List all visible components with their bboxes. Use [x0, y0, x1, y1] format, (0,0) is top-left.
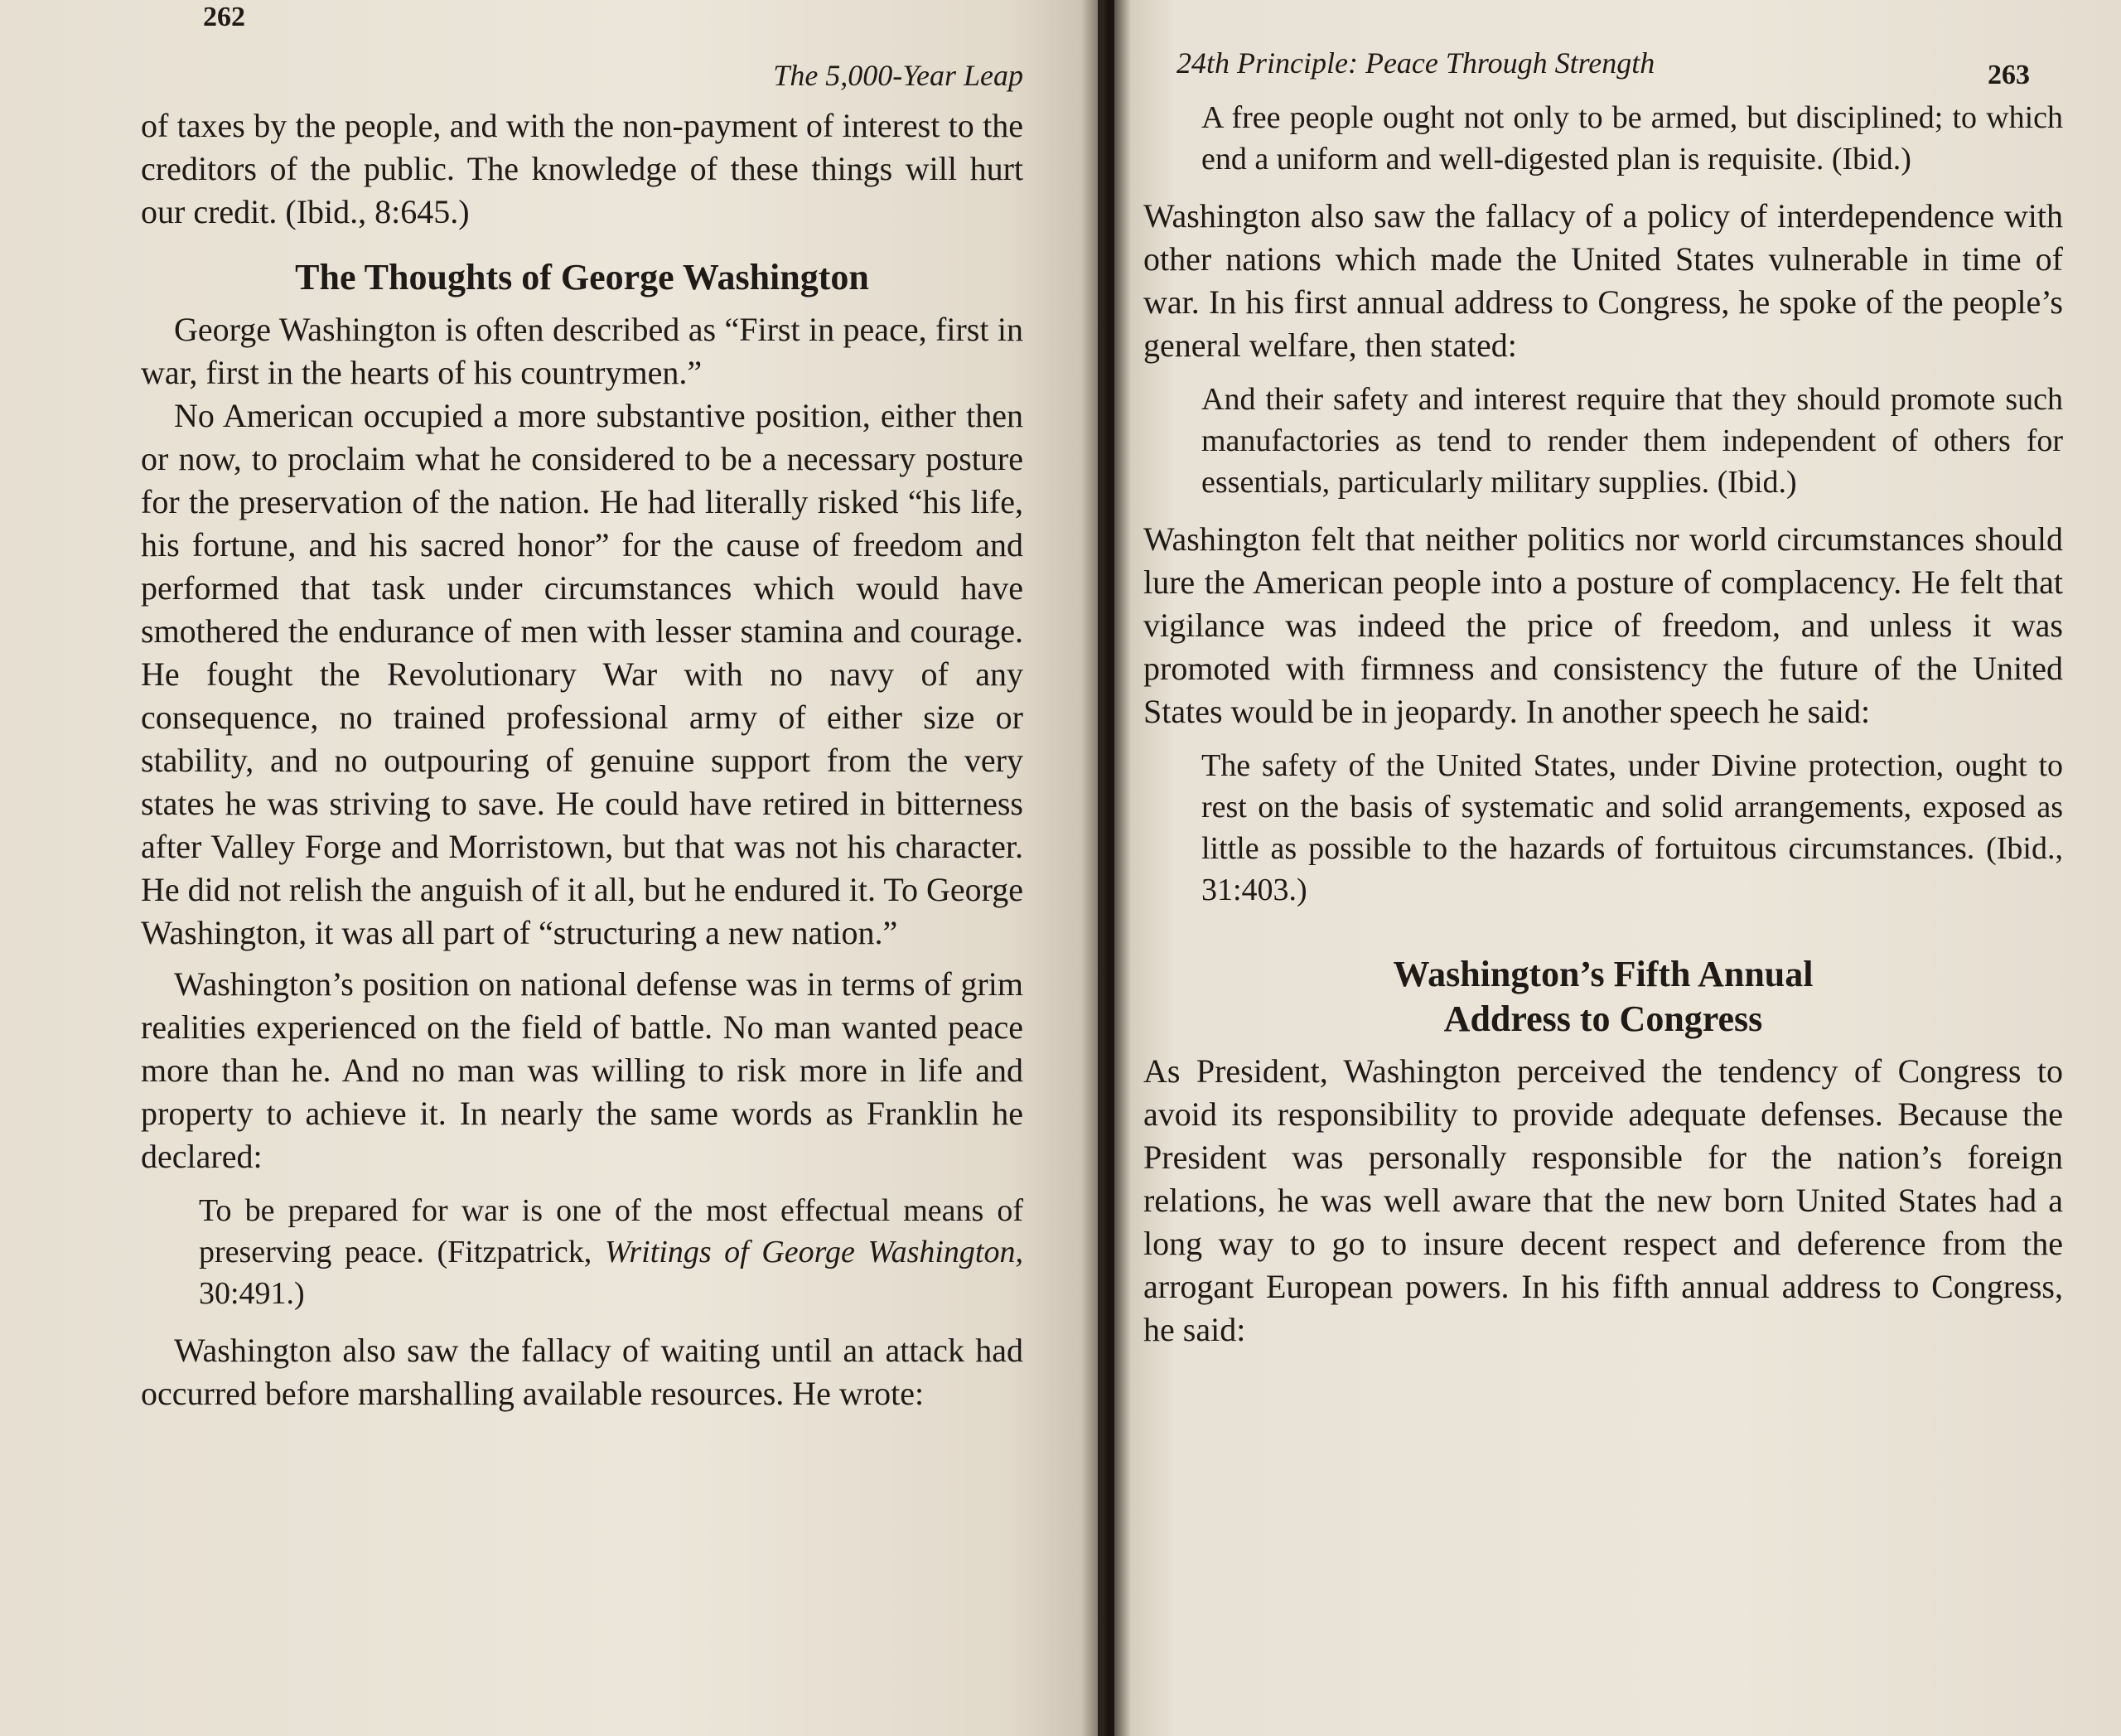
- quote-citation-title: Writings of George Washington,: [604, 1235, 1023, 1269]
- paragraph: As President, Washington perceived the tendency of Congress to avoid its responsibility to provide adequate defenses. Because the President was personally responsible for the nation’s foreign relations, he was well aware that the new born United States had a long way to go to insure decent respect and deference from the arrogant European powers. In his fifth annual address to Congress, he said:: [1143, 1052, 2063, 1348]
- section-heading: The Thoughts of George Washington: [295, 257, 869, 297]
- block-quote: A free people ought not only to be armed, but disciplined; to which end a uniform and well-digested plan is requisite. (Ibid.): [1201, 100, 2063, 177]
- paragraph: Washington’s position on national defense was in terms of grim realities experienced on the field of battle. No man wanted peace more than he. And no man was willing to risk more in life and property to achieve it. In nearly the same words as Franklin he declared:: [141, 965, 1023, 1175]
- right-page: [1114, 0, 2121, 1736]
- paragraph: of taxes by the people, and with the non-payment of interest to the creditors of the public. The knowledge of these things will hurt our credit. (Ibid., 8:645.): [141, 107, 1023, 230]
- heading-line: Washington’s Fifth Annual: [1393, 954, 1814, 994]
- paragraph: Washington felt that neither politics nor world circumstances should lure the American people into a posture of complacency. He felt that vigilance was indeed the price of freedom, and unless it was promoted with firmness and consistency the future of the United States would be in jeopardy. In another speech he said:: [1143, 520, 2063, 730]
- block-quote: The safety of the United States, under Divine protection, ought to rest on the basis of systematic and solid arrangements, exposed as little as possible to the hazards of fortuitous circumstances. (Ibid., 31:403.): [1201, 748, 2063, 907]
- page-number: 263: [1988, 60, 2030, 90]
- running-head: 24th Principle: Peace Through Strength: [1176, 46, 1655, 80]
- paragraph: No American occupied a more substantive position, either then or now, to proclaim what he considered to be a necessary posture for the preservation of the nation. He had literally risked “his life, his fortune, and his sacred honor” for the cause of freedom and performed that task under circumstances which would have smothered the endurance of men with lesser stamina and courage. He fought the Revolutionary War with no navy of any consequence, no trained professional army of either size or stability, and no outpouring of genuine support from the very states he was striving to save. He could have retired in bitterness after Valley Forge and Morristown, but that was not his character. He did not relish the anguish of it all, but he endured it. To George Washington, it was all part of “structuring a new nation.”: [141, 397, 1023, 951]
- block-quote: [199, 1190, 1023, 1314]
- quote-text: To be prepared for war is one of the most effectual means of preserving peace. (Fitzpatrick,: [199, 1193, 1023, 1269]
- paragraph: Washington also saw the fallacy of waiting until an attack had occurred before marshalling available resources. He wrote:: [141, 1332, 1023, 1412]
- section-heading: [1143, 952, 2063, 1042]
- paragraph: George Washington is often described as “First in peace, first in war, first in the hearts of his countrymen.”: [141, 311, 1023, 391]
- running-head: The 5,000-Year Leap: [773, 59, 1023, 92]
- block-quote: And their safety and interest require that they should promote such manufactories as tend to render them independent of others for essentials, particularly military supplies. (Ibid.): [1201, 382, 2063, 500]
- paragraph: Washington also saw the fallacy of a policy of interdependence with other nations which made the United States vulnerable in time of war. In his first annual address to Congress, he spoke of the people’s general welfare, then stated:: [1143, 197, 2063, 364]
- heading-line: Address to Congress: [1443, 999, 1763, 1039]
- quote-citation-ref: 30:491.): [199, 1276, 305, 1311]
- page-number: 262: [203, 2, 245, 32]
- book-gutter: [1081, 0, 1131, 1736]
